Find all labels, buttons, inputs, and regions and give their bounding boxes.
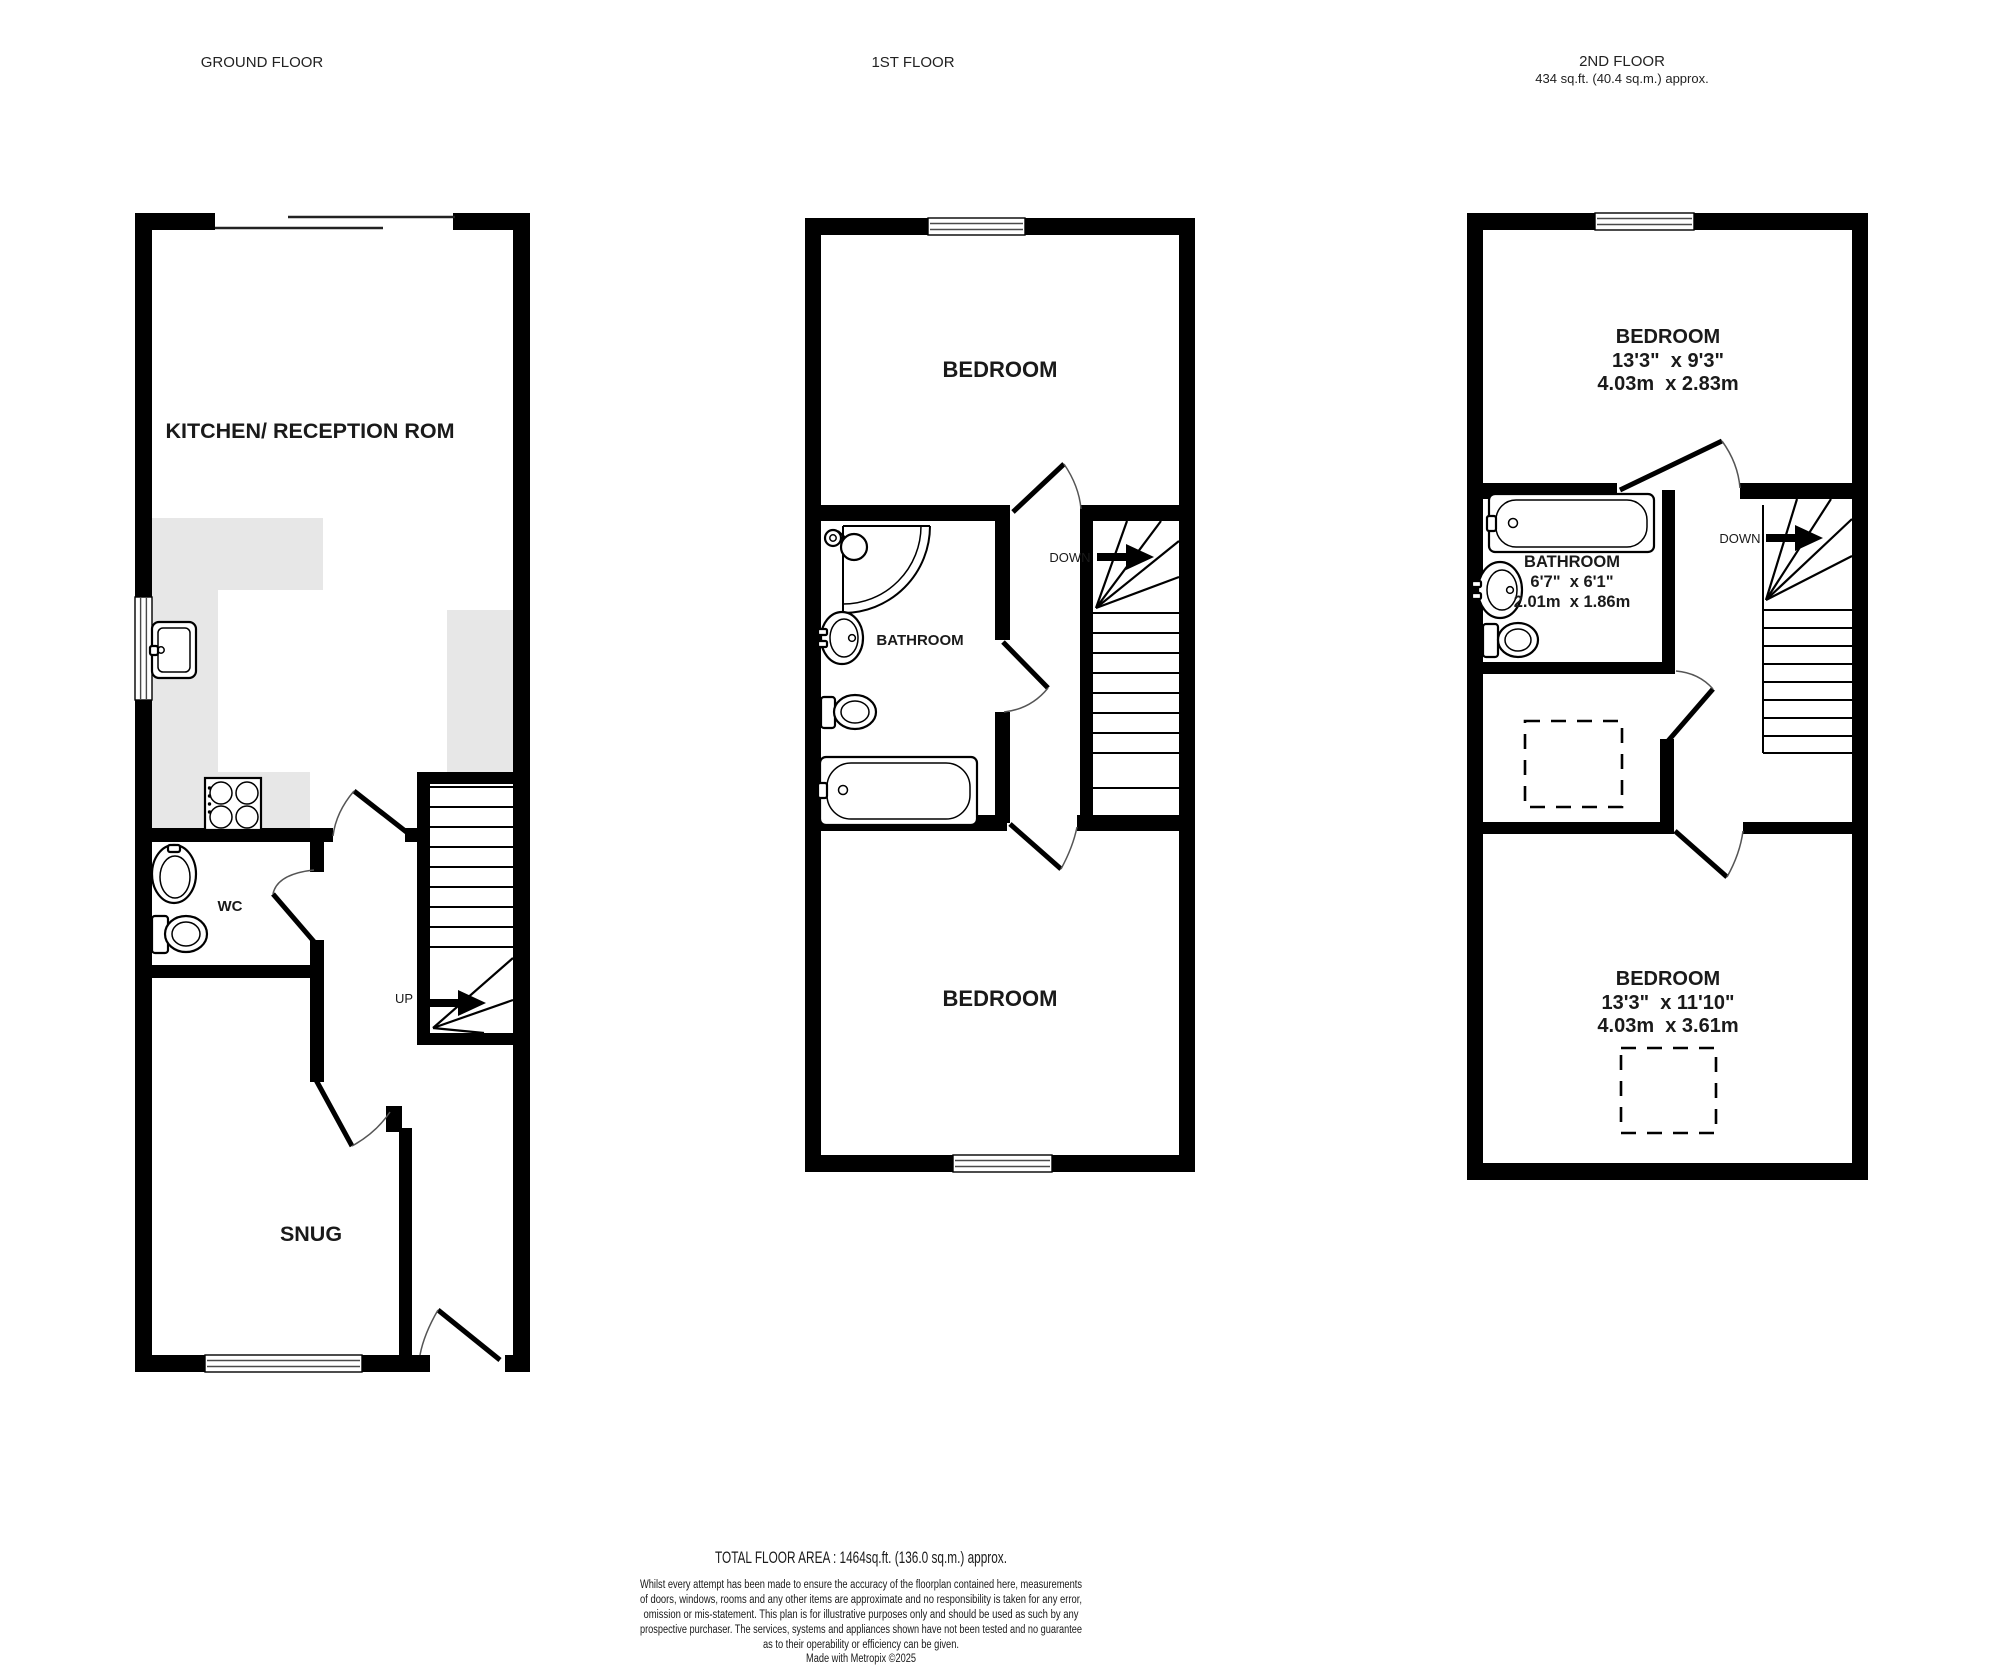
floor-titles [201, 53, 1709, 86]
bathroom-label: BATHROOM [1524, 553, 1620, 571]
down-label: DOWN [1049, 550, 1091, 565]
down-label: DOWN [1719, 531, 1761, 546]
toilet-icon [1483, 623, 1538, 657]
bedroom-bottom-door [1675, 831, 1743, 877]
bathroom-label: BATHROOM [876, 632, 964, 649]
kitchen-sink-icon [150, 622, 196, 678]
snug-door [316, 1080, 390, 1146]
bedroom-top-label: BEDROOM [942, 357, 1058, 382]
ground-floor-plan [135, 213, 530, 1372]
void-dashed-squares [1525, 721, 1716, 1133]
snug-label: SNUG [279, 1222, 343, 1246]
window-icon [953, 1155, 1052, 1172]
window-icon [1595, 213, 1694, 230]
bedroom-top-dims-metric: 4.03m x 2.83m [1597, 373, 1739, 395]
second-floor-area: 434 sq.ft. (40.4 sq.m.) approx. [1535, 71, 1709, 86]
wc-label: WC [217, 898, 243, 915]
second-windows [1595, 213, 1694, 230]
first-floor-plan [805, 218, 1195, 1172]
disclaimer-line: Whilst every attempt has been made to ensure the accuracy of the floorplan contained here, measurements [640, 1579, 1083, 1591]
wc-basin-icon [152, 845, 196, 903]
bedroom-bottom-label: BEDROOM [1615, 968, 1721, 990]
first-floor-title: 1ST FLOOR [871, 54, 955, 71]
bathroom-door [1003, 642, 1048, 712]
up-label: UP [394, 991, 414, 1006]
corner-shower-icon [825, 526, 930, 613]
hob-icon [205, 778, 261, 830]
second-floor-plan [1467, 213, 1868, 1180]
footer [640, 1548, 1082, 1665]
bathroom-door [1668, 671, 1713, 741]
second-floor-title: 2ND FLOOR [1579, 53, 1665, 70]
bedroom-top-door [1620, 441, 1740, 490]
bedroom-top-dims-imperial: 13'3" x 9'3" [1612, 350, 1724, 372]
bathtub-icon [818, 757, 977, 825]
disclaimer-line: of doors, windows, rooms and any other items are approximate and no responsibility is taken for any error, [640, 1594, 1082, 1606]
disclaimer-line: as to their operability or efficiency can be given. [763, 1639, 959, 1651]
ground-stairs [430, 787, 513, 1033]
bedroom-bottom-door [1010, 824, 1077, 869]
disclaimer-line: omission or mis-statement. This plan is for illustrative purposes only and should be used as such by any [643, 1609, 1079, 1621]
basin-icon [818, 612, 863, 664]
kitchen-label: KITCHEN/ RECEPTION ROM [165, 419, 455, 443]
window-icon [928, 218, 1025, 235]
bedroom-bottom-label: BEDROOM [942, 986, 1058, 1011]
bedroom-top-door [1013, 464, 1081, 512]
down-arrow-icon [1766, 525, 1823, 551]
kitchen-hall-door [333, 791, 409, 836]
ground-floor-title: GROUND FLOOR [200, 54, 324, 71]
wc-door [273, 870, 316, 944]
bathtub-icon [1487, 494, 1654, 552]
wc-toilet-icon [152, 916, 207, 953]
window-icon [205, 1355, 362, 1372]
bedroom-bottom-dims-imperial: 13'3" x 11'10" [1601, 992, 1735, 1014]
bathroom-dims-metric: 2.01m x 1.86m [1513, 593, 1631, 611]
down-arrow-icon [1097, 544, 1154, 570]
entrance-door [420, 1310, 500, 1360]
bedroom-bottom-dims-metric: 4.03m x 3.61m [1597, 1015, 1739, 1037]
metropix-credit: Made with Metropix ©2025 [806, 1653, 916, 1665]
bedroom-top-label: BEDROOM [1615, 326, 1721, 348]
disclaimer-line: prospective purchaser. The services, systems and appliances shown have not been tested and no guarantee [640, 1624, 1082, 1636]
toilet-icon [821, 695, 876, 729]
total-floor-area: TOTAL FLOOR AREA : 1464sq.ft. (136.0 sq.m.) approx. [715, 1548, 1007, 1567]
bathroom-dims-imperial: 6'7" x 6'1" [1530, 573, 1614, 591]
